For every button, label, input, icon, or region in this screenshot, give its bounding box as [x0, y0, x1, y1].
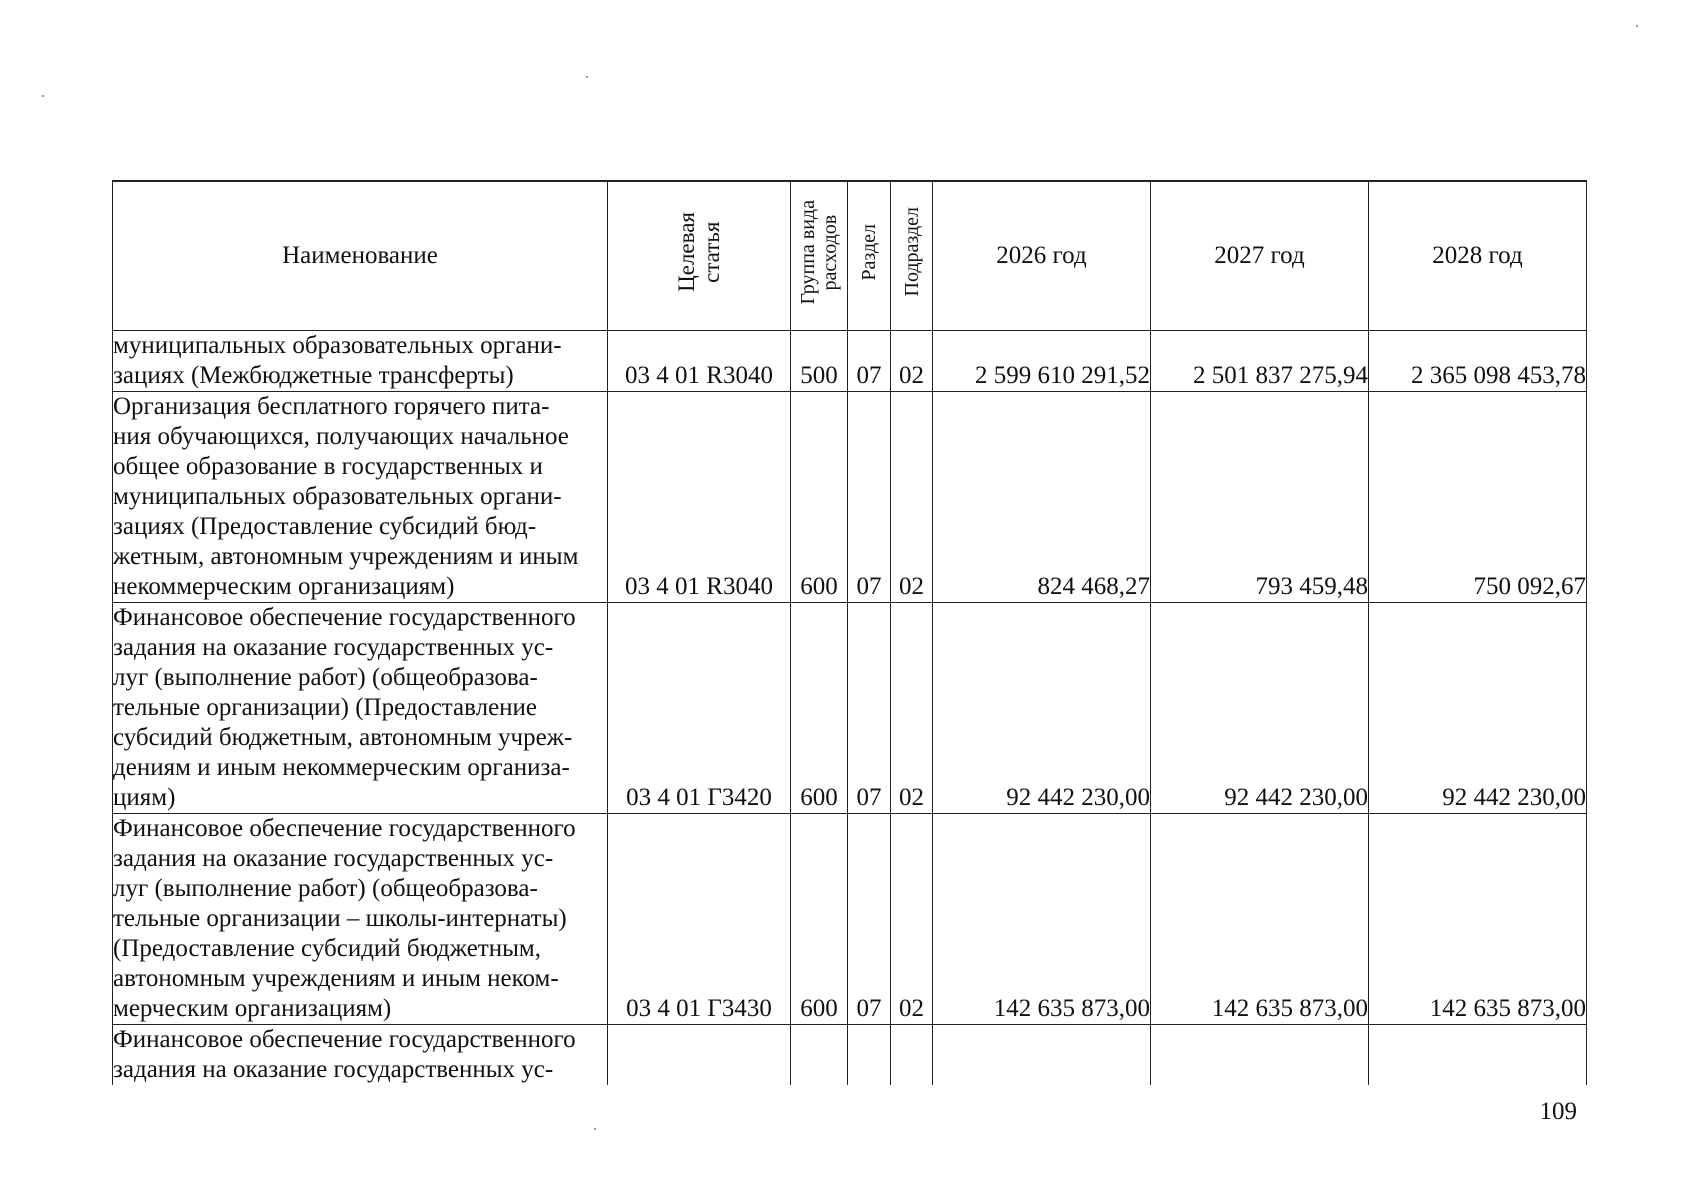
row-code-cell: 03 4 01 R3040 [608, 392, 791, 603]
page-number: 109 [1539, 1098, 1577, 1125]
header-year-2027: 2027 год [1151, 181, 1369, 331]
row-name-cell: муниципальных образовательных органи- зациях (Межбюджетные трансферты) [113, 331, 608, 392]
row-code-cell [608, 1025, 791, 1086]
table-row [113, 814, 1587, 1025]
row-group-cell: 600 [791, 392, 848, 603]
row-2026-cell: 824 468,27 [933, 392, 1151, 603]
row-section-cell: 07 [848, 392, 891, 603]
row-2026-cell: 142 635 873,00 [933, 814, 1151, 1025]
row-group-cell: 600 [791, 603, 848, 814]
row-name-cell: Организация бесплатного горячего пита- ния обучающихся, получающих начальное общее образование в государственных и муниципальных образовательных органи- зациях (Предоставление субсидий бюд- жетным, автономным учреждениям и иным некоммерческим организациям) [113, 392, 608, 603]
row-code-cell: 03 4 01 R3040 [608, 331, 791, 392]
row-2027-cell: 793 459,48 [1151, 392, 1369, 603]
row-2027-cell: 2 501 837 275,94 [1151, 331, 1369, 392]
table-header-row [113, 181, 1587, 331]
budget-table [112, 180, 1587, 1085]
header-name: Наименование [113, 181, 608, 331]
row-2028-cell: 2 365 098 453,78 [1369, 331, 1587, 392]
table-row [113, 603, 1587, 814]
row-2028-cell: 142 635 873,00 [1369, 814, 1587, 1025]
row-section-cell: 07 [848, 603, 891, 814]
header-section: Раздел [848, 181, 891, 331]
scan-speck [1636, 25, 1638, 27]
row-subsection-cell [891, 1025, 933, 1086]
row-2027-cell: 142 635 873,00 [1151, 814, 1369, 1025]
header-target-article: Целевая статья [608, 181, 791, 331]
row-subsection-cell: 02 [891, 603, 933, 814]
scan-speck [594, 1128, 596, 1130]
table-row [113, 392, 1587, 603]
header-year-2028: 2028 год [1369, 181, 1587, 331]
row-2026-cell: 2 599 610 291,52 [933, 331, 1151, 392]
table-row [113, 331, 1587, 392]
row-group-cell: 500 [791, 331, 848, 392]
row-2027-cell [1151, 1025, 1369, 1086]
header-year-2026: 2026 год [933, 181, 1151, 331]
row-section-cell: 07 [848, 331, 891, 392]
row-2028-cell: 750 092,67 [1369, 392, 1587, 603]
row-code-cell: 03 4 01 Г3420 [608, 603, 791, 814]
row-2028-cell [1369, 1025, 1587, 1086]
row-subsection-cell: 02 [891, 331, 933, 392]
row-subsection-cell: 02 [891, 392, 933, 603]
row-section-cell: 07 [848, 814, 891, 1025]
table-row [113, 1025, 1587, 1086]
row-name-cell: Финансовое обеспечение государственного задания на оказание государственных ус- луг (выполнение работ) (общеобразова- тельные организации) (Предоставление субсидий бюджетным, автономным учреж- дениям и иным некоммерческим организа- циям) [113, 603, 608, 814]
row-2027-cell: 92 442 230,00 [1151, 603, 1369, 814]
row-2026-cell [933, 1025, 1151, 1086]
row-group-cell: 600 [791, 814, 848, 1025]
scan-speck [42, 95, 44, 97]
row-name-cell: Финансовое обеспечение государственного задания на оказание государственных ус- [113, 1025, 608, 1086]
row-2028-cell: 92 442 230,00 [1369, 603, 1587, 814]
row-code-cell: 03 4 01 Г3430 [608, 814, 791, 1025]
header-subsection: Подраздел [891, 181, 933, 331]
row-2026-cell: 92 442 230,00 [933, 603, 1151, 814]
row-section-cell [848, 1025, 891, 1086]
row-group-cell [791, 1025, 848, 1086]
scan-speck [586, 76, 588, 78]
row-name-cell: Финансовое обеспечение государственного задания на оказание государственных ус- луг (выполнение работ) (общеобразова- тельные организации – школы-интернаты) (Предоставление субсидий бюджетным, автономным учреждениям и иным неком- мерческим организациям) [113, 814, 608, 1025]
row-subsection-cell: 02 [891, 814, 933, 1025]
header-expense-group: Группа вида расходов [791, 181, 848, 331]
